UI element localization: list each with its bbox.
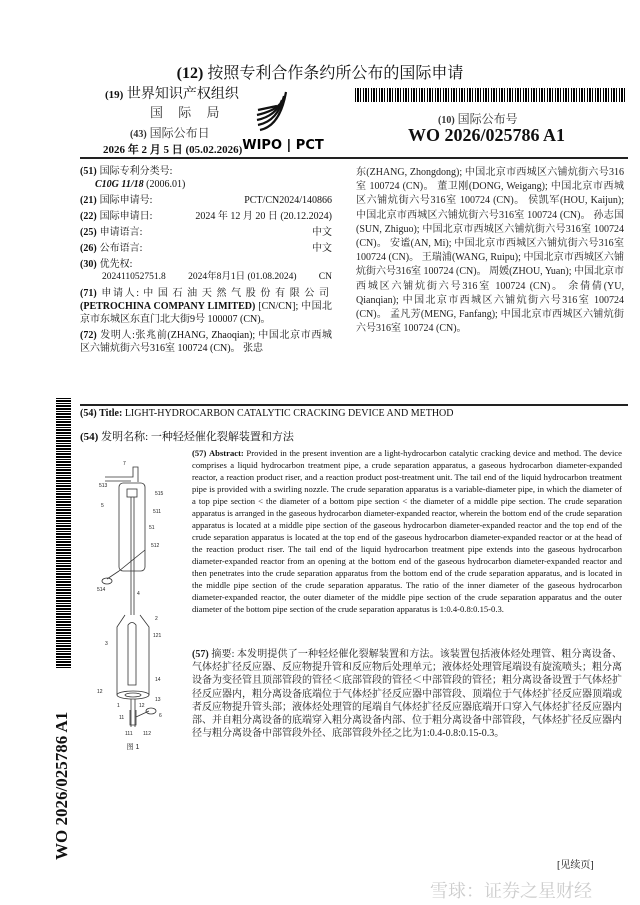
wipo-pct-logo: [228, 86, 338, 152]
figure-reference-label: 6: [159, 713, 162, 719]
continued-note: [见续页]: [557, 860, 594, 871]
title-chinese: (54) 发明名称: 一种轻烃催化裂解装置和方法: [80, 431, 294, 443]
header-divider: [80, 157, 628, 159]
figure-reference-label: 111: [125, 731, 133, 737]
abstract-english: (57) Abstract: Provided in the present invention are a light-hydrocarbon catalytic cracking device and method. The device comprises a liquid hydrocarbon treatment pipe, a crude separation apparatus, a gaseous hydrocarbon diameter-expanded reactor, a reaction product riser, and a reaction product post-treatment unit. The tail end of the liquid hydrocarbon treatment pipe is provided with a swirling nozzle. The crude separation apparatus is a variable-diameter pipe, in which the diameter of a top pipe section < the diameter of a bottom pipe section < the diameter of a middle pipe section. The crude separation apparatus is arranged in the gaseous hydrocarbon diameter-expanded reactor, wherein the bottom end of the crude separation apparatus is located at a middle pipe section of the gaseous hydrocarbon diameter-expanded reactor and the top end of the crude separation apparatus is located at the top end of the gaseous hydrocarbon diameter-expanded reactor or at the head of the reaction product riser. The tail end of the liquid hydrocarbon treatment pipe extends into the gaseous hydrocarbon diameter-expanded reactor from an opening at the bottom end of the gaseous hydrocarbon diameter-expanded reactor and then penetrates into the crude separation apparatus from the bottom end of the crude separation apparatus, and is located in the middle pipe section of the crude separation apparatus. The ratio of the inner diameter of the gaseous hydrocarbon diameter-expanded reactor, the outer diameter of the middle pipe section of the crude separation apparatus and the outer diameter of the bottom pipe section of the crude separation apparatus is 1:0.4-0.8:0.15-0.3.: [192, 448, 622, 614]
field-21: (21) 国际申请号: PCT/CN2024/140866: [80, 195, 332, 206]
figure-reference-label: 7: [123, 461, 126, 467]
bibliographic-left-column: [80, 165, 332, 358]
figure-caption: 图 1: [126, 744, 140, 751]
figure-reference-label: 513: [99, 483, 108, 489]
abstract-chinese: (57) 摘要: 本发明提供了一种轻烃催化裂解装置和方法。该装置包括液体烃处理管、粗分离设备、气体烃扩径反应器、反应物提升管和反应物后处理单元；液体烃处理管尾端设有旋流喷头；粗分离设备为变径管且顶部管段的管径＜底部管段的管径＜中部管段的管径；粗分离设备设置于气体烃扩径反应器内，粗分离设备底端位于气体烃扩径反应器中部管段、顶端位于气体烃扩径反应器顶端或者反应物提升管头部；液体烃处理管的尾端自气体烃扩径反应器底端开口穿入气体烃扩径反应器内部、并自粗分离设备的底端穿入粗分离设备内部、位于粗分离设备中部管段，气体烃扩径反应器内径与粗分离设备中部管段外径、底部管段外径之比为1:0.4-0.8:0.15-0.3。: [192, 649, 623, 740]
field-26: (26) 公布语言: 中文: [80, 243, 332, 254]
barcode: [355, 88, 625, 102]
figure-reference-label: 515: [155, 491, 164, 497]
figure-reference-label: 11: [119, 715, 125, 721]
figure-reference-label: 112: [143, 731, 151, 737]
inventors-continued: 东(ZHANG, Zhongdong); 中国北京市西城区六铺炕街六号316室 100724 (CN)。 董卫刚(DONG, Weigang); 中国北京市西城区六铺炕街六号316室 100724 (CN)。 侯凯军(HOU, Kaijun); 中国北京市西城区六铺炕街六号316室 100724 (CN)。 孙志国(SUN, Zhiguo); 中国北京市西城区六铺炕街六号316室 100724 (CN)。 安谧(AN, Mi); 中国北京市西城区六铺炕街六号316室 100724 (CN)。 王瑞浦(WANG, Ruipu); 中国北京市西城区六铺炕街六号316室 100724 (CN)。 周媛(ZHOU, Yuan); 中国北京市西城区六铺炕街六号316室 100724 (CN)。 余倩倩(YU, Qianqian); 中国北京市西城区六铺炕街六号316室 100724 (CN)。 孟凡芳(MENG, Fanfang); 中国北京市西城区六铺炕街六号316室 100724 (CN)。: [356, 167, 624, 335]
figure-reference-label: 51: [149, 525, 155, 531]
figure-reference-label: 3: [105, 641, 108, 647]
field-25: (25) 申请语言: 中文: [80, 227, 332, 238]
organization-name: (19) 世界知识产权组织: [105, 87, 239, 102]
figure-reference-label: 5: [101, 503, 104, 509]
figure-reference-label: 512: [151, 543, 160, 549]
field-22: (22) 国际申请日: 2024 年 12 月 20 日 (20.12.2024): [80, 211, 332, 222]
figure-reference-label: 12: [139, 703, 145, 709]
title-english: (54) Title: LIGHT-HYDROCARBON CATALYTIC CRACKING DEVICE AND METHOD: [80, 408, 454, 419]
field-30: (30) 优先权: 202411052751.8 2024年8月1日 (01.08.2024) CN: [80, 259, 332, 282]
organization-subname: 国 际 局: [150, 105, 226, 120]
field-71: (71) 申请人: 中国石油天然气股份有限公司 (PETROCHINA COMPANY LIMITED) [CN/CN]; 中国北京市东城区东直门北大街9号 100007 (CN)。: [80, 288, 333, 325]
wipo-logo-text: WIPO | PCT: [242, 138, 324, 152]
figure-reference-label: 1: [117, 703, 120, 709]
figure-reference-label: 2: [155, 616, 158, 622]
figure-reference-label: 511: [153, 509, 161, 515]
figure-reference-label: 12: [97, 689, 103, 695]
document-type-title: (12) 按照专利合作条约所公布的国际申请: [176, 65, 464, 82]
watermark: 雪球：证券之星财经: [430, 881, 592, 902]
figure-reference-label: 121: [153, 633, 162, 639]
figure-reference-label: 13: [155, 697, 161, 703]
field-51: (51) 国际专利分类号: C10G 11/18 (2006.01): [80, 166, 186, 190]
publication-date-label: (43) 国际公布日: [130, 126, 210, 140]
figure-reference-label: 4: [137, 591, 140, 597]
publication-number: WO 2026/025786 A1: [408, 125, 566, 145]
figure-reference-label: 514: [97, 587, 106, 593]
publication-number-label: (10) 国际公布号: [438, 112, 518, 126]
field-72: (72) 发明人:张兆前(ZHANG, Zhaoqian); 中国北京市西城区六铺炕街六号316室 100724 (CN)。 张忠: [80, 330, 333, 354]
figure-1: [95, 455, 190, 755]
figure-reference-label: 14: [155, 677, 161, 683]
section-divider: [80, 404, 628, 406]
side-barcode: [56, 398, 71, 668]
side-publication-number: WO 2026/025786 A1: [52, 711, 71, 860]
publication-date: 2026 年 2 月 5 日 (05.02.2026): [103, 144, 243, 156]
